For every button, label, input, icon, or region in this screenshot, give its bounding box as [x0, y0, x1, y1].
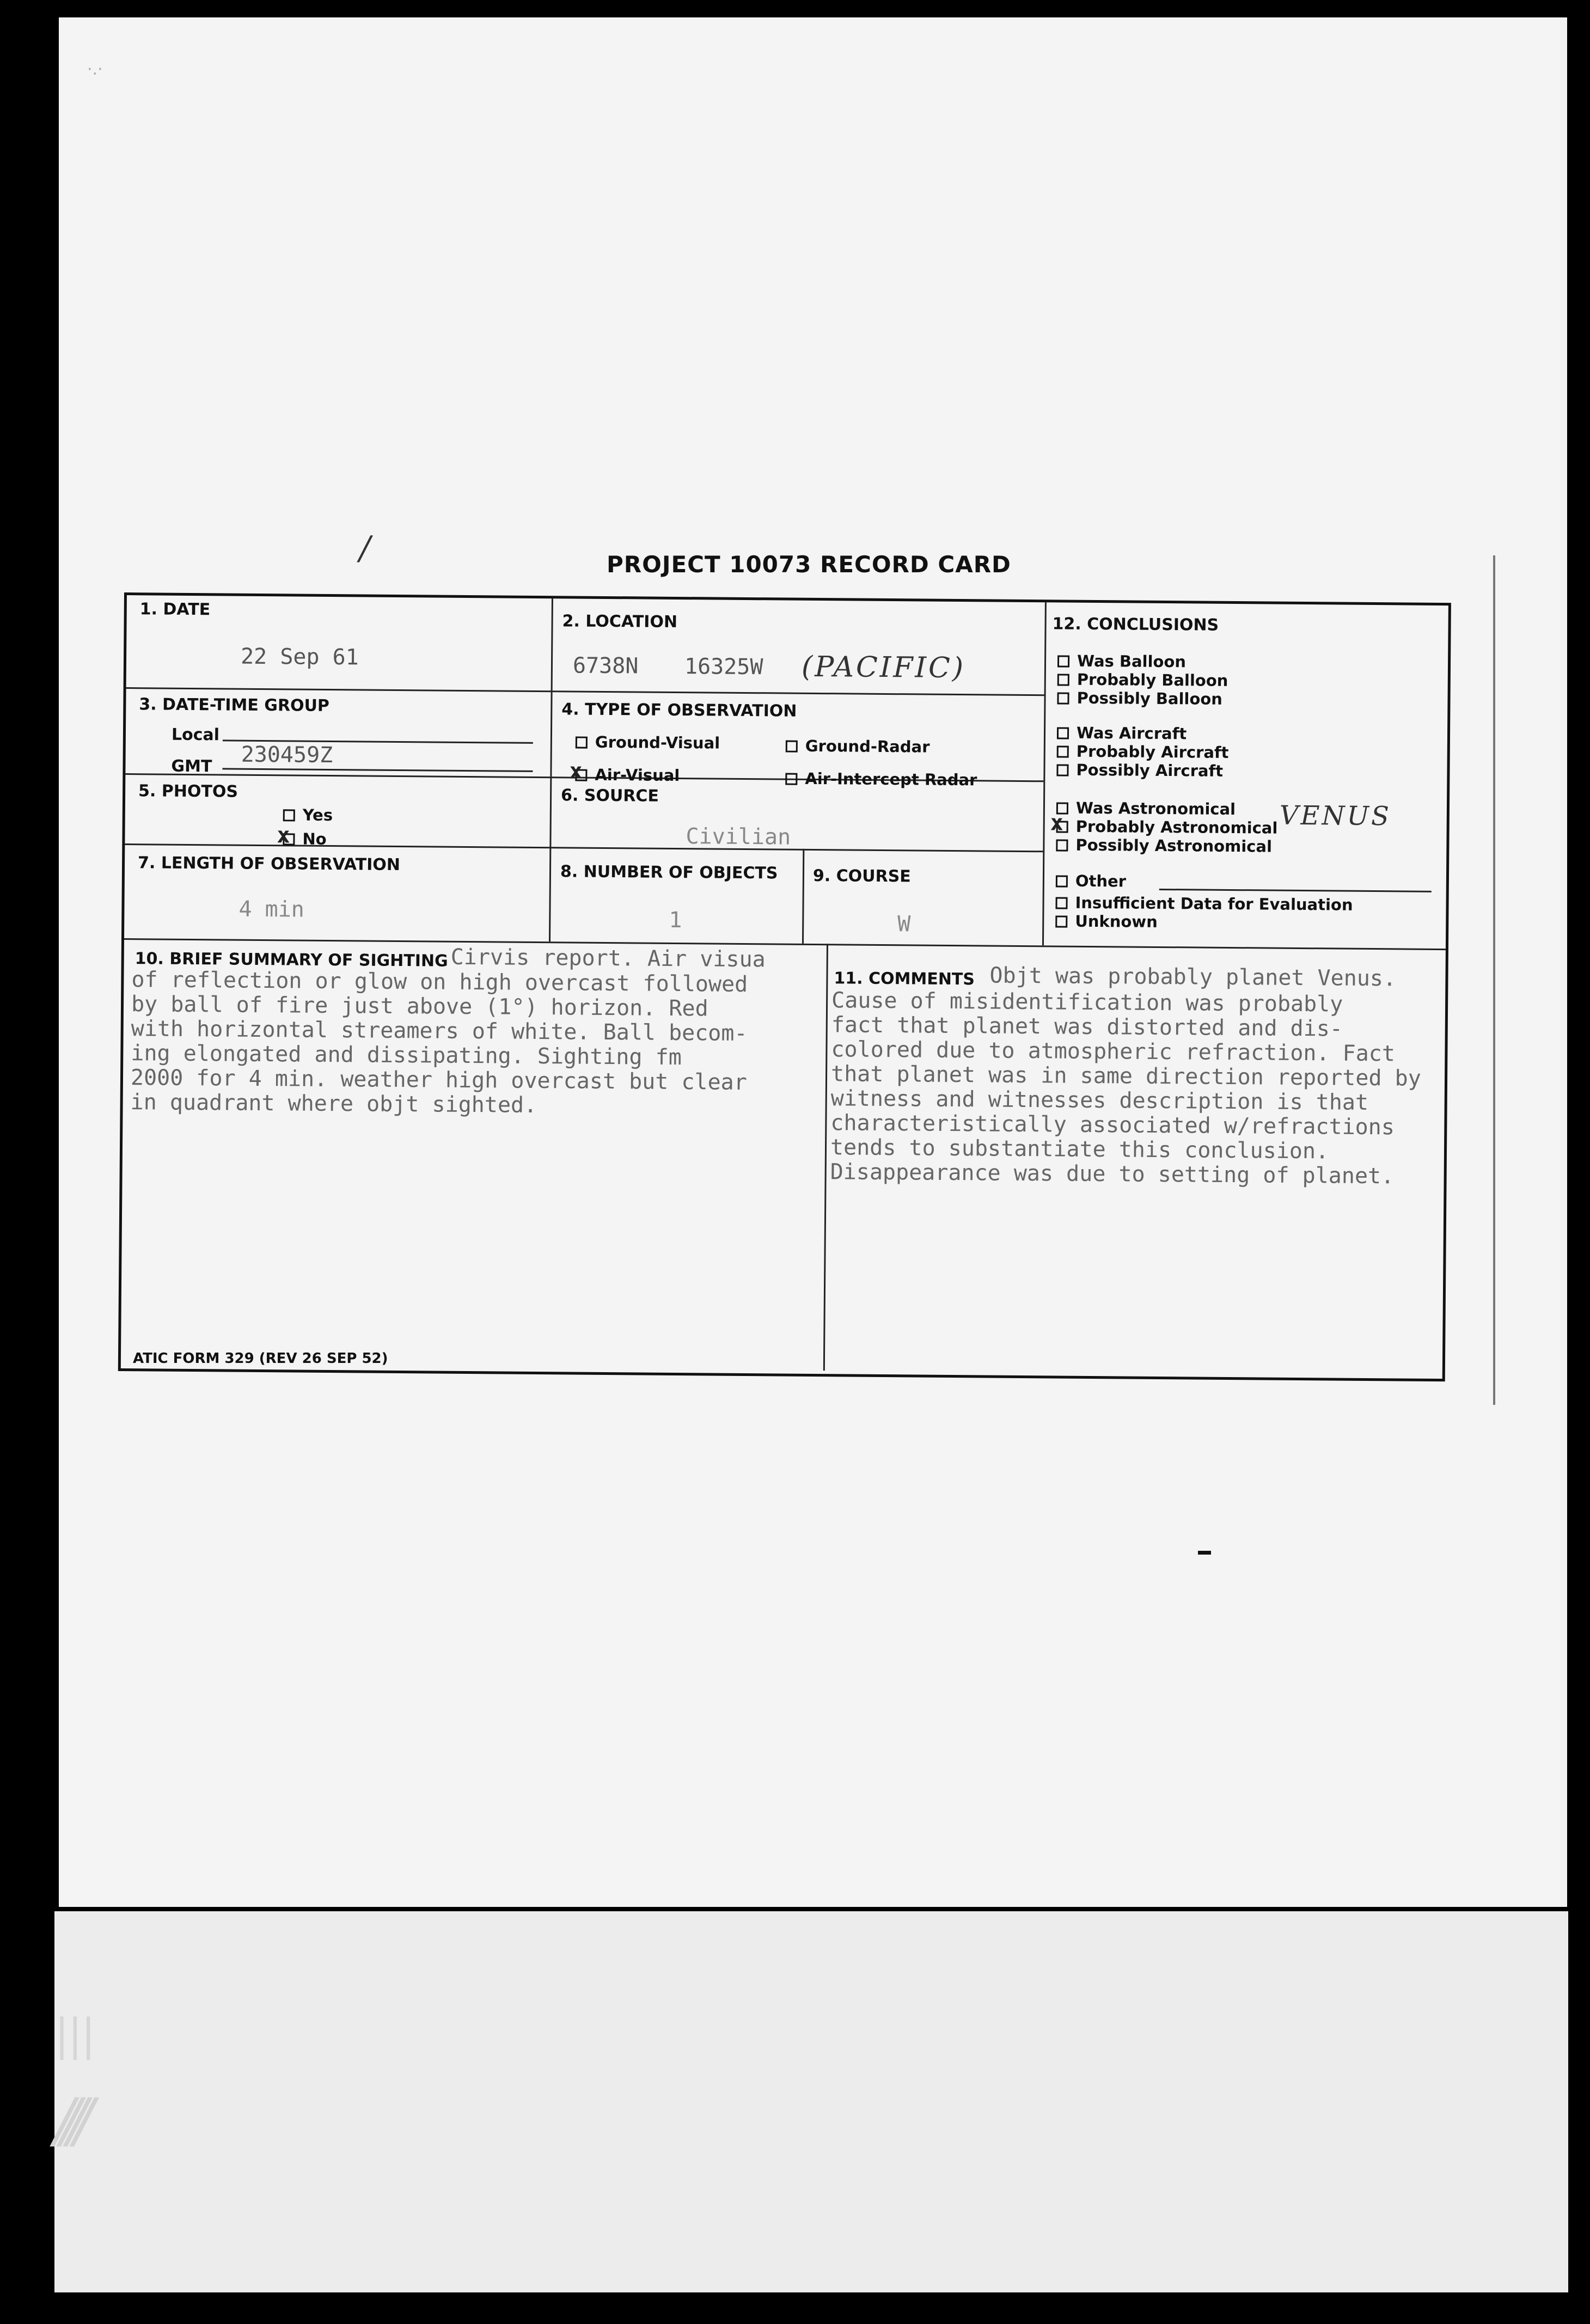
grid-line [126, 687, 1044, 696]
comments-line: Cause of misidentification was probably [831, 988, 1343, 1017]
conclusion-insufficient-data: Insufficient Data for Evaluation [1055, 893, 1353, 914]
grid-line [124, 938, 1446, 950]
comments-label: 11. COMMENTS [834, 969, 975, 989]
grid-line [802, 849, 804, 944]
summary-first-line: Cirvis report. Air visua [450, 944, 766, 973]
comments-line: Disappearance was due to setting of planet. [830, 1159, 1395, 1189]
checkbox-icon [1057, 727, 1069, 739]
conclusion-probably-balloon: Probably Balloon [1057, 670, 1228, 689]
course-value: W [897, 912, 911, 937]
summary-line: with horizontal streamers of white. Ball becom- [131, 1016, 748, 1047]
conclusion-possibly-aircraft: Possibly Aircraft [1056, 760, 1223, 780]
conclusion-was-astronomical: Was Astronomical [1056, 798, 1236, 818]
location-latitude: 6738N [572, 653, 639, 679]
conclusions-label: 12. CONCLUSIONS [1052, 614, 1219, 635]
option-ground-radar: Ground-Radar [786, 737, 930, 756]
checkbox-icon [1055, 915, 1067, 927]
conclusion-other: Other [1056, 871, 1126, 890]
comments-line: that planet was in same direction reported by [830, 1061, 1421, 1091]
checkbox-icon [785, 773, 797, 785]
photos-label: 5. PHOTOS [138, 781, 238, 802]
film-frame-scratches: / / / / [54, 2086, 78, 2155]
handwritten-tick-mark: / [359, 529, 371, 567]
gmt-value: 230459Z [241, 742, 333, 768]
length-value: 4 min [238, 896, 305, 922]
location-longitude: 16325W [684, 654, 763, 680]
conclusions-handwritten-note: VENUS [1279, 800, 1392, 832]
card-shadow-edge [1493, 555, 1495, 1405]
other-underline [1159, 889, 1432, 892]
comments-line: witness and witnesses description is that [830, 1086, 1369, 1115]
form-number: ATIC FORM 329 (REV 26 SEP 52) [133, 1350, 388, 1367]
conclusion-probably-aircraft: Probably Aircraft [1057, 742, 1229, 761]
observation-type-label: 4. TYPE OF OBSERVATION [561, 700, 797, 721]
scan-speck: ·.· [87, 60, 103, 79]
checkbox-icon [576, 737, 588, 749]
option-air-intercept-radar: Air-Intercept Radar [785, 769, 977, 790]
card-title: PROJECT 10073 RECORD CARD [607, 551, 1011, 578]
summary-line: in quadrant where objt sighted. [130, 1090, 537, 1118]
summary-text [130, 968, 748, 1120]
comments-text [830, 988, 1422, 1189]
record-card [118, 592, 1451, 1381]
grid-line [1042, 602, 1047, 945]
checkbox-icon [1056, 839, 1068, 851]
checkbox-icon [1057, 692, 1069, 704]
comments-first-line: Objt was probably planet Venus. [989, 963, 1397, 992]
local-label: Local [171, 725, 220, 745]
option-air-visual: xAir-Visual [575, 766, 680, 785]
checkbox-icon [283, 809, 295, 821]
checkbox-icon [1055, 897, 1067, 909]
scan-mark [1198, 1551, 1211, 1555]
date-label: 1. DATE [139, 600, 211, 620]
date-value: 22 Sep 61 [240, 644, 359, 670]
photos-option-yes: Yes [283, 805, 333, 824]
source-value: Civilian [686, 824, 791, 850]
gmt-label: GMT [171, 756, 212, 776]
checked-box-icon [283, 833, 295, 845]
summary-label: 10. BRIEF SUMMARY OF SIGHTING [134, 949, 448, 971]
conclusion-possibly-astronomical: Possibly Astronomical [1056, 835, 1272, 855]
grid-line [549, 598, 553, 941]
summary-line: ing elongated and dissipating. Sighting fm [131, 1041, 682, 1071]
comments-line: characteristically associated w/refractions [830, 1110, 1395, 1140]
option-ground-visual: Ground-Visual [576, 733, 720, 753]
conclusion-was-balloon: Was Balloon [1057, 651, 1186, 671]
object-count-value: 1 [669, 907, 682, 933]
date-time-group-label: 3. DATE-TIME GROUP [139, 695, 330, 715]
conclusion-probably-astronomical: xProbably Astronomical [1056, 817, 1278, 837]
film-frame-marks: | | | [54, 2009, 88, 2060]
comments-line: tends to substantiate this conclusion. [830, 1135, 1329, 1164]
checkbox-icon [1056, 764, 1068, 776]
length-label: 7. LENGTH OF OBSERVATION [137, 853, 401, 874]
grid-line [125, 843, 1043, 852]
checked-box-icon [1056, 821, 1068, 833]
grid-line [823, 944, 828, 1371]
conclusion-possibly-balloon: Possibly Balloon [1057, 688, 1222, 708]
location-label: 2. LOCATION [562, 611, 678, 632]
object-count-label: 8. NUMBER OF OBJECTS [560, 862, 778, 883]
checkbox-icon [1056, 875, 1068, 887]
source-label: 6. SOURCE [560, 786, 659, 806]
conclusion-was-aircraft: Was Aircraft [1057, 723, 1187, 743]
checked-box-icon [575, 769, 587, 781]
summary-line: 2000 for 4 min. weather high overcast but clear [130, 1065, 748, 1096]
checkbox-icon [1057, 745, 1069, 757]
summary-line: by ball of fire just above (1°) horizon. Red [131, 992, 708, 1022]
checkbox-icon [1057, 674, 1069, 686]
photos-option-no: xNo [283, 829, 326, 848]
comments-line: fact that planet was distorted and dis- [831, 1012, 1343, 1042]
conclusion-unknown: Unknown [1055, 912, 1158, 931]
lower-film-strip [54, 1911, 1568, 2292]
course-label: 9. COURSE [812, 866, 911, 886]
location-handwritten-note: (PACIFIC) [801, 650, 966, 685]
comments-line: colored due to atmospheric refraction. Fact [831, 1037, 1396, 1067]
checkbox-icon [786, 741, 798, 753]
checkbox-icon [1057, 655, 1069, 667]
gmt-underline [222, 768, 533, 772]
summary-line: of reflection or glow on high overcast followed [131, 967, 748, 998]
